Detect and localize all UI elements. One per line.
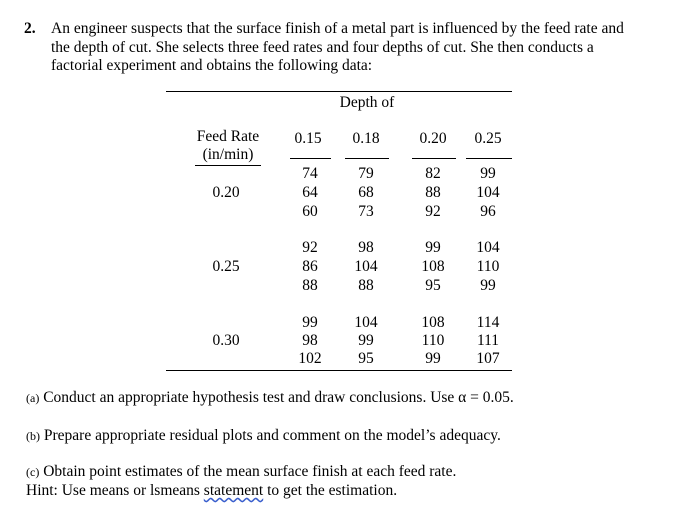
feed-rate-value: 0.20 [212,184,240,201]
problem-line-2: the depth of cut. She selects three feed rates and four depths of cut. She then conducts a [51,38,594,56]
table-cell: 86 [302,258,318,275]
col-underline [412,158,456,159]
table-cell: 95 [425,277,441,294]
table-cell: 102 [298,350,322,367]
table-cell: 107 [476,350,500,367]
table-cell: 111 [476,332,500,349]
table-cell: 99 [480,277,496,294]
table-cell: 95 [358,350,374,367]
table-cell: 108 [421,314,445,331]
table-cell: 92 [302,239,318,256]
problem-line-1: 2. An engineer suspects that the surface finish of a metal part is influenced by the feed rate and [24,20,624,37]
part-c-text: Obtain point estimates of the mean surface finish at each feed rate. [43,463,457,480]
table-cell: 104 [476,239,500,256]
hint [26,482,397,500]
table-cell: 79 [358,165,374,182]
col-underline [345,158,389,159]
part-b-label: (b) [26,429,40,443]
table-cell: 73 [358,203,374,220]
table-top-rule [166,91,512,92]
problem-statement [24,20,664,76]
table-cell: 108 [421,258,445,275]
depth-of-header: Depth of [339,94,395,111]
hint-text: Hint: Use means or lsmeans [26,482,204,499]
table-cell: 60 [302,203,318,220]
table-cell: 99 [425,239,441,256]
problem-line-3: factorial experiment and obtains the following data: [51,57,373,74]
table-cell: 98 [358,239,374,256]
table-cell: 64 [302,184,318,201]
table-cell: 104 [354,258,378,275]
hint-text-end: to get the estimation. [263,482,398,499]
part-a-text: Conduct an appropriate hypothesis test and draw conclusions. Use α = 0.05. [43,389,514,406]
part-a-label: (a) [26,391,40,405]
depth-col-header: 0.18 [352,130,380,147]
table-cell: 88 [358,277,374,294]
part-c [26,463,456,481]
table-cell: 96 [480,203,496,220]
table-cell: 68 [358,184,374,201]
problem-number: 2. [24,20,36,37]
table-cell: 104 [354,314,378,331]
table-cell: 114 [476,314,500,331]
table-cell: 82 [425,165,441,182]
table-cell: 110 [421,332,445,349]
table-cell: 99 [425,350,441,367]
feed-rate-header: Feed Rate (in/min) [180,128,276,166]
table-bottom-rule [166,370,512,371]
part-c-label: (c) [26,465,40,479]
depth-col-header: 0.20 [419,130,447,147]
part-b [26,427,501,445]
table-cell: 88 [302,277,318,294]
part-b-text: Prepare appropriate residual plots and comment on the model’s adequacy. [43,427,501,444]
table-cell: 88 [425,184,441,201]
col-underline [290,158,331,159]
table-cell: 74 [302,165,318,182]
table-cell: 99 [302,314,318,331]
col-underline [466,158,512,159]
depth-col-header: 0.15 [294,130,322,147]
depth-col-header: 0.25 [474,130,502,147]
feed-rate-value: 0.25 [212,258,240,275]
part-a [26,389,514,407]
table-cell: 98 [302,332,318,349]
table-cell: 104 [476,184,500,201]
table-cell: 92 [425,203,441,220]
table-cell: 99 [358,332,374,349]
table-cell: 110 [476,258,500,275]
table-cell: 99 [480,165,496,182]
feed-rate-value: 0.30 [212,332,240,349]
hint-underlined-word: statement [203,482,264,499]
